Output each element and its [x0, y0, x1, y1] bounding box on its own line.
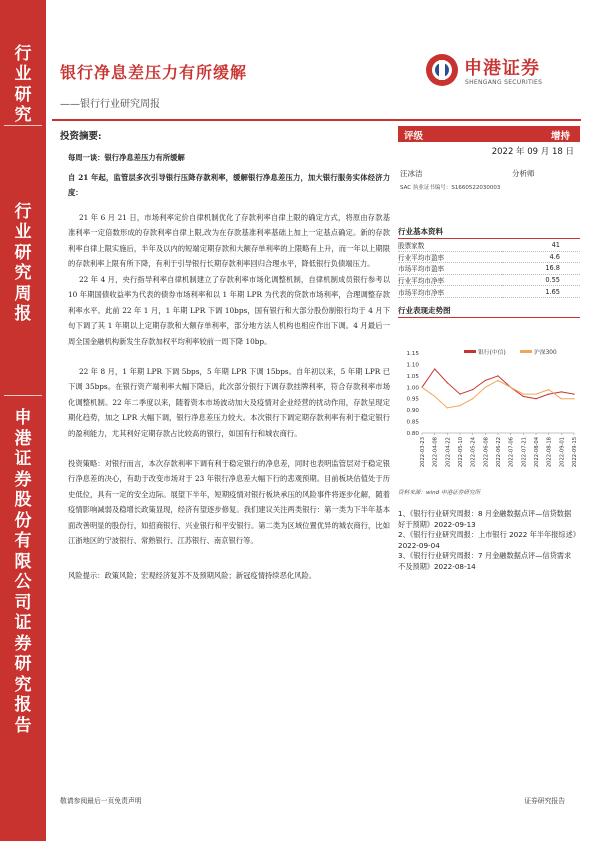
chart-source: 资料来源：wind 申港证券研究所	[398, 490, 481, 496]
sidebar-divider	[4, 395, 42, 396]
rating-bar	[398, 126, 580, 142]
series-point	[459, 405, 460, 406]
table-row	[398, 263, 580, 275]
series-point	[472, 389, 473, 390]
x-tick-label: 2022-04-22	[445, 437, 452, 468]
legend-label: 沪深300	[534, 350, 557, 356]
table-cell-value: 16.8	[502, 263, 580, 275]
basic-info-heading: 行业基本资料	[398, 227, 443, 236]
y-tick-label: 1.10	[406, 362, 419, 369]
report-date: 2022 年 09 月 18 日	[491, 147, 574, 157]
sidebar-divider	[4, 125, 42, 126]
table-cell-label: 行业平均市净率	[398, 274, 502, 286]
table-cell-value: 4.6	[502, 251, 580, 263]
basic-info-table	[398, 240, 580, 298]
y-tick-label: 0.85	[406, 419, 419, 426]
abstract-lead: 自 21 年起，监管层多次引导银行压降存款利率，缓解银行净息差压力，加大银行服务实体经济力度：	[68, 173, 390, 198]
series-point	[548, 389, 549, 390]
series-point	[561, 398, 562, 399]
page-subtitle: ——银行行业研究周报	[60, 99, 160, 110]
series-line-0	[422, 369, 574, 399]
sac-certificate	[400, 183, 500, 191]
footer-disclaimer: 敬请参阅最后一页免责声明	[60, 797, 142, 805]
rating-label: 评级	[404, 131, 424, 142]
series-point	[447, 382, 448, 383]
series-point	[510, 387, 511, 388]
company-logo	[424, 52, 574, 92]
y-tick-label: 0.80	[406, 431, 419, 437]
legend-label: 银行(中信)	[478, 350, 506, 356]
page-title: 银行净息差压力有所缓解	[60, 63, 248, 82]
series-point	[535, 398, 536, 399]
series-point	[434, 396, 435, 397]
table-cell-label: 市场平均市盈率	[398, 263, 502, 275]
performance-chart	[398, 345, 580, 490]
table-row	[398, 286, 580, 298]
investment-strategy: 投资策略：对银行而言，本次存款利率下调有利于稳定银行的净息差，同时也表明监管层对于稳定银行净息差的决心，有助于改变市场对于 23 年银行净息差大幅下行的悲观预期。目前板块估值处于历史低位，具有一定的安全边际。展望下半年，短期疫情对银行板块承压的风险事件将逐步化解，随着疫情影响减弱及稳增长政策显现，经济有望逐步修复。我们建议关注两类银行：第一类为下半年基本面改善明显的股份行，如招商银行、兴业银行和平安银行。第二类为区域位置优异的城农商行，比如江浙地区的宁波银行、常熟银行、江苏银行、南京银行等。	[68, 459, 390, 546]
abstract-paragraph: 22 年 8 月，1 年期 LPR 下调 5bps，5 年期 LPR 下调 15bps。自年初以来，5 年期 LPR 已下调 35bps。在银行资产端利率大幅下降后，此次部分银行下调存款挂牌利率，符合存款利率市场化调整机制。22 年二季度以来，随着资本市场波动加大及疫情对企业经营的扰动作用，存款呈现定期化趋势，加之 LPR 大幅下调，银行净息差压力较大。本次银行下调定期存款利率有利于稳定银行的盈利能力，尤其利好定期存款占比较高的银行，如国有行和城农商行。	[68, 367, 390, 438]
sac-label: SAC 执业证书编号：	[400, 185, 452, 191]
table-row	[398, 240, 580, 251]
y-tick-label: 1.05	[406, 373, 419, 380]
series-point	[447, 407, 448, 408]
related-report-item[interactable]: 3、《银行行业研究周报：7 月金融数据点评—信贷需求不及预期》2022-08-14	[398, 551, 572, 571]
abstract-paragraph: 22 年 4 月，央行指导利率自律机制建立了存款利率市场化调整机制，自律机制成员银行参考以 10 年期国债收益率为代表的债券市场利率和以 1 年期 LPR 为代表的贷款市场利率，合理调整存款利率水平。此前 22 年 1 月，1 年期 LPR 下调 10bps，国有银行和大部分股份制银行均于 4 月下旬下调了其 1 年期以上定期存款和大额存单利率，部分地方法人机构也相应作出下调。4 月最后一周全国金融机构新发生存款加权平均利率较前一周下降 10bp。	[68, 275, 390, 346]
x-tick-label: 2022-07-21	[521, 437, 528, 468]
y-tick-label: 1.00	[406, 385, 419, 392]
header-rule	[52, 119, 581, 121]
series-point	[485, 387, 486, 388]
table-cell-value: 41	[502, 240, 580, 251]
section-rule	[398, 238, 580, 239]
abstract-heading: 投资摘要:	[60, 131, 102, 142]
series-point	[548, 394, 549, 395]
section-rule	[398, 317, 580, 318]
related-reports	[398, 509, 578, 573]
x-tick-label: 2022-05-24	[470, 437, 477, 468]
x-tick-label: 2022-08-04	[534, 437, 540, 468]
footer-label: 证券研究报告	[524, 797, 565, 805]
series-point	[523, 394, 524, 395]
x-tick-label: 2022-06-08	[483, 437, 490, 468]
series-point	[497, 375, 498, 376]
series-point	[421, 387, 422, 388]
x-tick-label: 2022-07-06	[508, 437, 515, 468]
legend-swatch	[520, 350, 532, 353]
series-point	[573, 394, 574, 395]
sidebar-bottom-label: 申 港 证 券 股 份 有 限 公 司 证 券 研 究 报 告	[14, 408, 32, 736]
weekly-topic: 每周一谈：银行净息差压力有所缓解	[68, 153, 185, 162]
chart-heading: 行业表现走势图	[398, 306, 451, 315]
x-tick-label: 2022-09-01	[559, 437, 566, 468]
y-tick-label: 0.95	[406, 396, 419, 403]
series-point	[535, 394, 536, 395]
series-point	[472, 398, 473, 399]
series-point	[523, 396, 524, 397]
analyst-name: 汪冰洁	[400, 169, 423, 178]
series-point	[497, 380, 498, 381]
logo-name: 申港证券	[464, 58, 540, 79]
x-tick-label: 2022-09-15	[572, 437, 578, 468]
x-tick-label: 2022-06-22	[496, 437, 502, 468]
table-row	[398, 251, 580, 263]
risk-warning: 风险提示：政策风险；宏观经济复苏不及预期风险；新冠疫情持续恶化风险。	[68, 571, 317, 580]
analyst-role: 分析师	[512, 169, 535, 178]
series-point	[485, 380, 486, 381]
related-report-item[interactable]: 2、《银行行业研究周报：上市银行 2022 年半年报综述》2022-09-04	[398, 530, 577, 550]
logo-mark-icon	[424, 52, 460, 88]
abstract-paragraph: 21 年 6 月 21 日，市场利率定价自律机制优化了存款利率自律上限的确定方式，将原由存款基准利率一定倍数形成的存款利率自律上限,改为在存款基准利率基础上加上一定基点确定。新的存款利率自律上限实施后，半年及以内的短端定期存款和大额存单利率的上限略有上升，而一年以上期限的存款利率上限有所下降，有利于引导银行长期存款利率回归合理水平，降低银行负债端压力。	[68, 213, 390, 269]
table-cell-label: 市场平均市净率	[398, 286, 502, 298]
rating-value: 增持	[550, 131, 570, 142]
logo-name-en: SHENGANG SECURITIES	[465, 79, 543, 86]
y-tick-label: 0.90	[406, 408, 419, 415]
x-tick-label: 2022-03-23	[420, 437, 426, 468]
x-tick-label: 2022-05-10	[458, 437, 464, 468]
x-tick-label: 2022-08-18	[546, 437, 553, 468]
series-point	[459, 394, 460, 395]
related-report-item[interactable]: 1、《银行行业研究周报：8 月金融数据点评—信贷数据好于预期》2022-09-13	[398, 509, 572, 529]
sidebar-mid-label: 行 业 研 究 周 报	[14, 202, 32, 324]
sidebar-top-label: 行 业 研 究	[14, 44, 32, 126]
series-point	[561, 391, 562, 392]
y-tick-label: 1.15	[406, 351, 419, 357]
legend-swatch	[464, 350, 476, 353]
analyst	[400, 168, 535, 179]
table-cell-label: 股票家数	[398, 240, 502, 251]
table-row	[398, 274, 580, 286]
series-point	[573, 398, 574, 399]
sac-number: S1660522030003	[451, 185, 501, 191]
x-tick-label: 2022-04-08	[432, 437, 439, 468]
table-cell-value: 0.55	[502, 274, 580, 286]
series-point	[434, 368, 435, 369]
table-cell-label: 行业平均市盈率	[398, 251, 502, 263]
table-cell-value: 1.65	[502, 286, 580, 298]
